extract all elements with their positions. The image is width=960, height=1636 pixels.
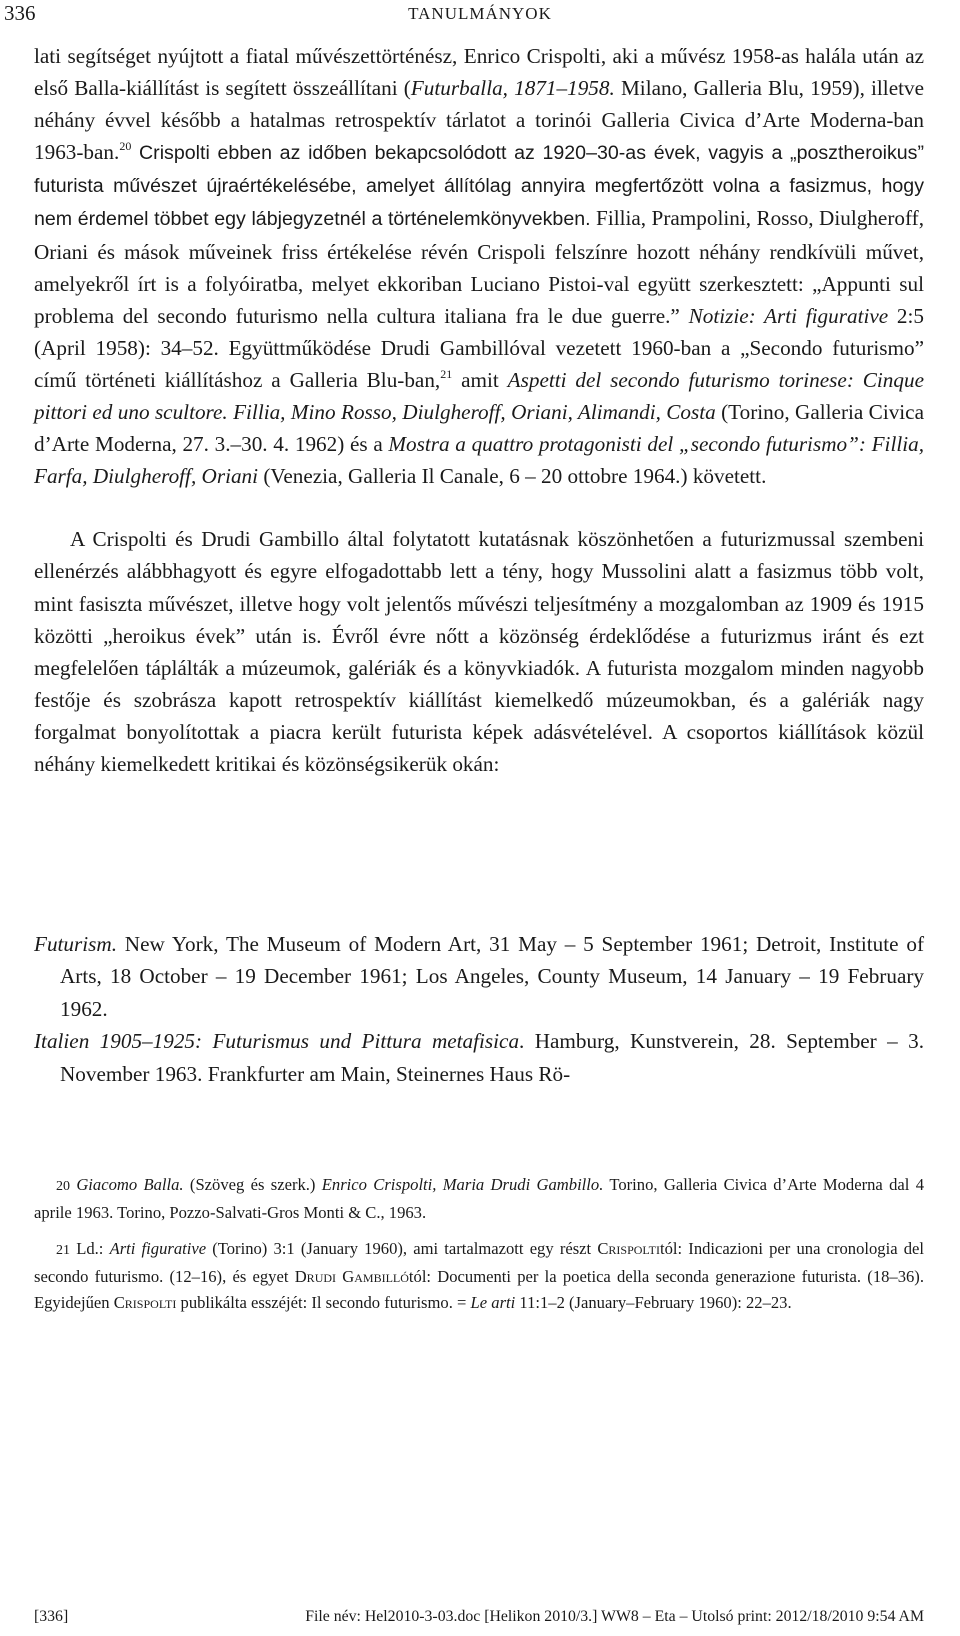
page-footer bbox=[34, 1608, 924, 1626]
footer-file-info: File név: Hel2010-3-03.doc [Helikon 2010/3.] WW8 – Eta – Utolsó print: 2012/18/2010 9:54 AM bbox=[305, 1608, 924, 1625]
main-text bbox=[34, 40, 924, 780]
footnotes bbox=[34, 1172, 924, 1326]
footnote-21: 21 Ld.: Arti figurative (Torino) 3:1 (January 1960), ami tartalmazott egy részt Crispoltitól: Indicazioni per una cronologia del secondo futurismo. (12–16), és egyet Drudi Gambillótól: Documenti per la poetica della seconda generazione futurista. (18–36). Egyidejűen Crispolti publikálta esszéjét: Il secondo futurismo. = Le arti 11:1–2 (January–February 1960): 22–23. bbox=[34, 1239, 925, 1312]
page-header bbox=[0, 0, 960, 26]
running-title: TANULMÁNYOK bbox=[408, 4, 552, 23]
footnote-ref-20[interactable]: 20 bbox=[119, 139, 132, 154]
exhibition-list bbox=[34, 928, 924, 1090]
paragraph-2: A Crispolti és Drudi Gambillo által folytatott kutatásnak köszönhetően a futurizmussal szembeni ellenérzés alábbhagyott és egyre elfogadottabb lett a tény, hogy Mussolini alatt a fasizmus több volt, mint fasiszta művészet, illetve hogy volt jelentős művészi teljesítmény a mozgalomban az 1909 és 1915 közötti „heroikus évek” után is. Évről évre nőtt a közönség érdeklődése a futurizmus iránt és ezt megfelelően táplálták a múzeumok, galériák és a könyvkiadók. A futurista mozgalom minden nagyobb festője és szobrásza kapott retrospektív kiállítást kiemelkedő múzeumokban, és a galériák nagy forgalmat bonyolítottak a piacra került futurista képek adásvételével. A csoportos kiállítások közül néhány kiemelkedett kritikai és közönségsikerük okán: bbox=[34, 527, 924, 776]
page-number: 336 bbox=[4, 1, 36, 25]
footer-page-ref: [336] bbox=[34, 1608, 69, 1625]
exhibition-item: Italien 1905–1925: Futurismus und Pittura metafisica. Hamburg, Kunstverein, 28. September – 3. November 1963. Frankfurter am Main, Steinernes Haus Rö- bbox=[34, 1029, 924, 1086]
paragraph-1: lati segítséget nyújtott a fiatal művészettörténész, Enrico Crispolti, aki a művész 1958-as halála után az első Balla-kiállítást is segített összeállítani (Futurballa, 1871–1958. Milano, Galleria Blu, 1959), illetve néhány évvel később a hatalmas retrospektív tárlatot a torinói Galleria Civica d’Arte Moderna-ban 1963-ban.$^{20}$ Crispolti ebben az időben bekapcsolódott az 1920–30-as évek, vagyis a „posztheroikus” futurista művészet újraértékelésébe, amelyet állítólag annyira megfertőzött volna a fasizmus, hogy nem érdemel többet egy lábjegyzetnél a történelemkönyvekben. Fillia, Prampolini, Rosso, Diulgheroff, Oriani és mások műveinek friss értékelése révén Crispoli felszínre hozott néhány rendkívüli művet, amelyekről írt is a folyóiratba, melyet ekkoriban Luciano Pistoi-val együtt szerkesztett: „Appunti sul problema del secondo futurismo nella cultura italiana fra le due guerre.” Notizie: Arti figurative 2:5 (April 1958): 34–52. Együttműködése Drudi Gambillóval vezetett 1960-ban a „Secondo futurismo” című történeti kiállításhoz a Galleria Blu-ban,$^{21}$ amit Aspetti del secondo futurismo torinese: Cinque pittori ed uno scultore. Fillia, Mino Rosso, Diulgheroff, Oriani, Alimandi, Costa (Torino, Galleria Civica d’Arte Moderna, 27. 3.–30. 4. 1962) és a Mostra a quattro protagonisti del „secondo futurismo”: Fillia, Farfa, Diulgheroff, Oriani (Venezia, Galleria Il Canale, 6 – 20 ottobre 1964.) követett. bbox=[34, 44, 924, 489]
footnote-20: 20 Giacomo Balla. (Szöveg és szerk.) Enrico Crispolti, Maria Drudi Gambillo. Torino, Galleria Civica d’Arte Moderna dal 4 aprile 1963. Torino, Pozzo-Salvati-Gros Monti & C., 1963. bbox=[34, 1175, 924, 1222]
exhibition-item: Futurism. New York, The Museum of Modern Art, 31 May – 5 September 1961; Detroit, Institute of Arts, 18 October – 19 December 1961; Los Angeles, County Museum, 14 January – 19 February 1962. bbox=[34, 932, 924, 1021]
footnote-ref-21[interactable]: 21 bbox=[440, 366, 453, 381]
